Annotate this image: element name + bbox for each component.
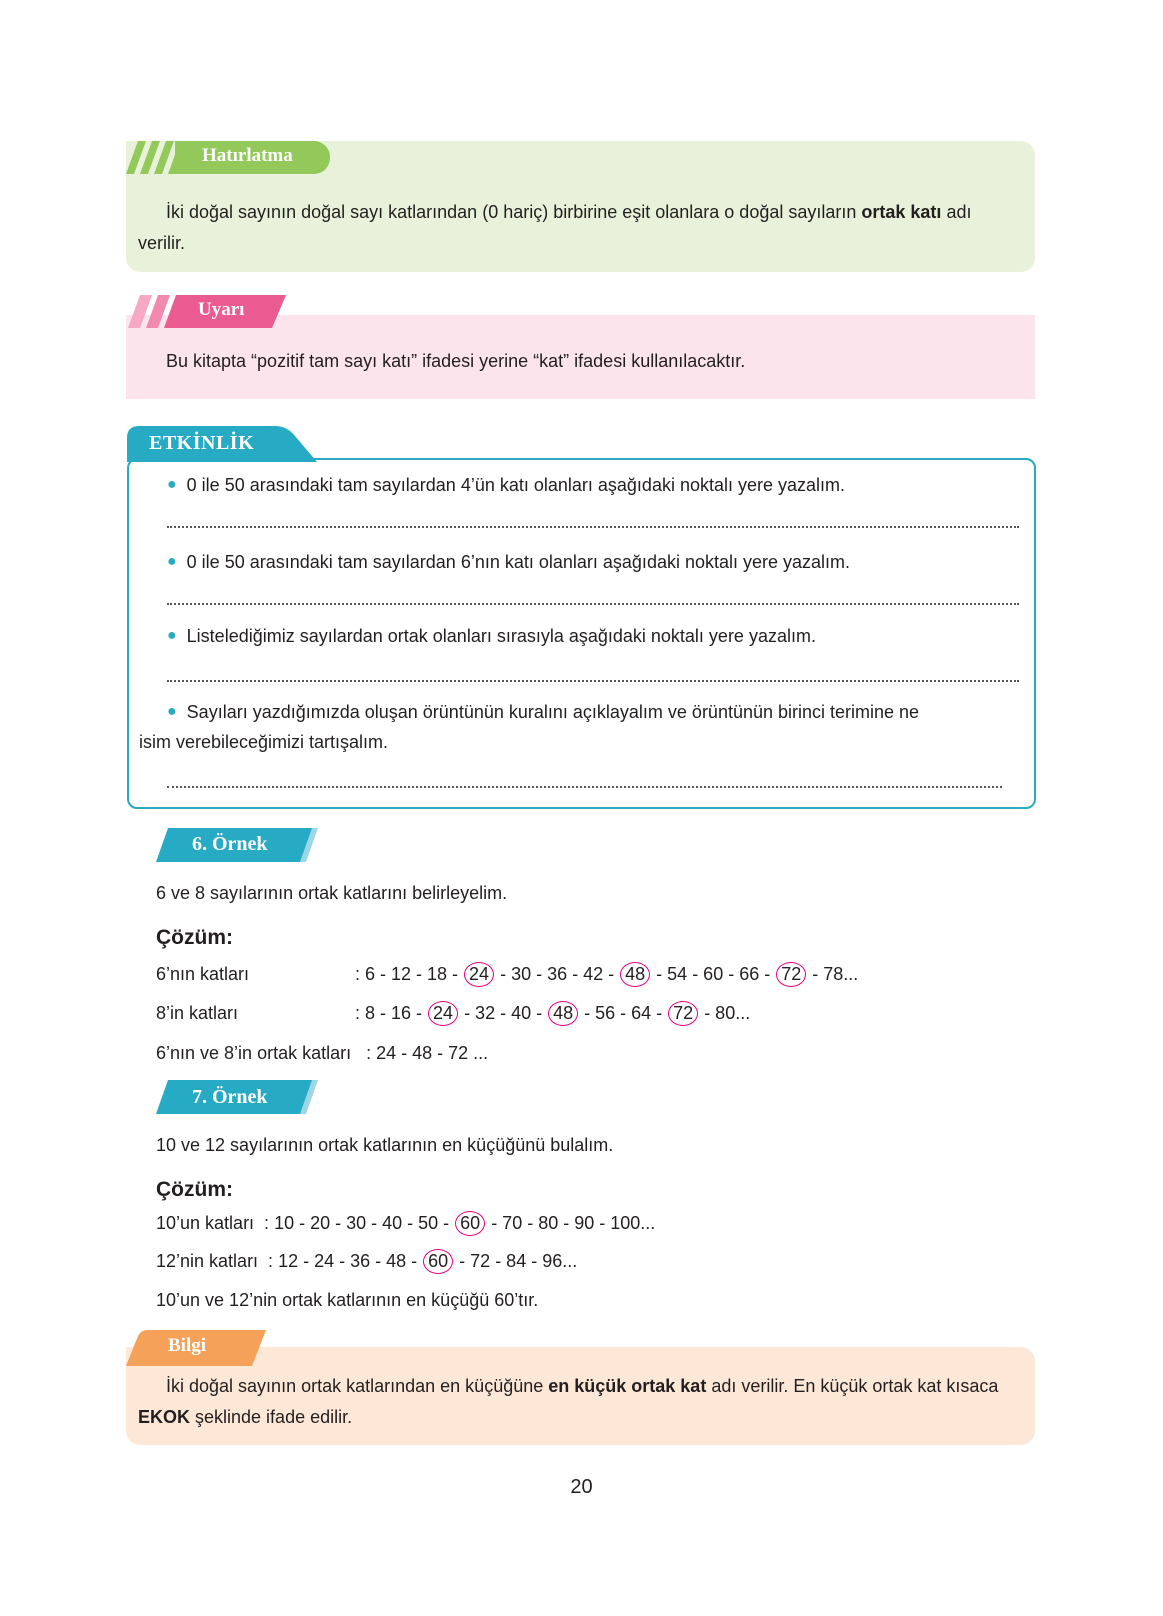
hatirlatma-text: İki doğal sayının doğal sayı katlarından (0 hariç) birbirine eşit olanlara o doğal sayıların ortak katı adı verilir. xyxy=(138,202,972,253)
ornek6-row3: 6’nın ve 8’in ortak katları : 24 - 48 - 72 ... xyxy=(156,1043,489,1063)
bullet-icon: ● xyxy=(167,703,177,720)
etkinlik-item-1: ● 0 ile 50 arasındaki tam sayılardan 4’ün katı olanları aşağıdaki noktalı yere yazalım. xyxy=(167,475,846,495)
etkinlik-item-3: ● Listelediğimiz sayılardan ortak olanları sırasıyla aşağıdaki noktalı yere yazalım. xyxy=(167,626,816,646)
ornek6-row1-label: 6’nın katları xyxy=(156,964,250,984)
circled-number: 24 xyxy=(428,1001,458,1026)
circled-number: 60 xyxy=(423,1249,453,1274)
answer-line-1[interactable] xyxy=(167,526,1019,528)
page-number: 20 xyxy=(570,1476,593,1498)
bilgi-title: Bilgi xyxy=(168,1335,207,1356)
hatirlatma-title: Hatırlatma xyxy=(202,145,293,166)
circled-number: 72 xyxy=(776,962,806,987)
ornek6-row2: : 8 - 16 - 24 - 32 - 40 - 48 - 56 - 64 - 72 - 80... xyxy=(355,1001,750,1026)
ornek7-cozum: Çözüm: xyxy=(156,1178,233,1201)
ornek6-question: 6 ve 8 sayılarının ortak katlarını belirleyelim. xyxy=(156,883,508,903)
bullet-icon: ● xyxy=(167,476,177,493)
ornek6-title: 6. Örnek xyxy=(192,833,268,855)
bilgi-text: İki doğal sayının ortak katlarından en küçüğüne en küçük ortak kat adı verilir. En küçük ortak kat kısaca EKOK şeklinde ifade edilir. xyxy=(138,1376,999,1427)
ornek7-title: 7. Örnek xyxy=(192,1086,268,1108)
circled-number: 72 xyxy=(668,1001,698,1026)
uyari-text: Bu kitapta “pozitif tam sayı katı” ifadesi yerine “kat” ifadesi kullanılacaktır. xyxy=(166,351,746,371)
ornek6-row1: : 6 - 12 - 18 - 24 - 30 - 36 - 42 - 48 - 54 - 60 - 66 - 72 - 78... xyxy=(355,962,858,987)
ornek7-row1: 10’un katları : 10 - 20 - 30 - 40 - 50 - 60 - 70 - 80 - 90 - 100... xyxy=(156,1211,655,1236)
etkinlik-item-4-cont: isim verebileceğimizi tartışalım. xyxy=(139,732,389,752)
answer-line-2[interactable] xyxy=(167,603,1019,605)
ornek6-row2-label: 8’in katları xyxy=(156,1003,239,1023)
circled-number: 48 xyxy=(620,962,650,987)
circled-number: 48 xyxy=(548,1001,578,1026)
bullet-icon: ● xyxy=(167,553,177,570)
circled-number: 24 xyxy=(464,962,494,987)
ornek7-row2: 12’nin katları : 12 - 24 - 36 - 48 - 60 - 72 - 84 - 96... xyxy=(156,1249,577,1274)
etkinlik-item-4: ● Sayıları yazdığımızda oluşan örüntünün kuralını açıklayalım ve örüntünün birinci terimine ne xyxy=(167,702,920,722)
ornek7-question: 10 ve 12 sayılarının ortak katlarının en küçüğünü bulalım. xyxy=(156,1135,614,1155)
uyari-title: Uyarı xyxy=(198,299,245,320)
bullet-icon: ● xyxy=(167,627,177,644)
answer-line-4[interactable] xyxy=(167,786,1002,788)
etkinlik-title: ETKİNLİK xyxy=(149,432,255,454)
answer-line-3[interactable] xyxy=(167,680,1019,682)
circled-number: 60 xyxy=(455,1211,485,1236)
ornek7-row3: 10’un ve 12’nin ortak katlarının en küçüğü 60’tır. xyxy=(156,1290,539,1310)
ornek6-cozum: Çözüm: xyxy=(156,926,233,949)
etkinlik-item-2: ● 0 ile 50 arasındaki tam sayılardan 6’nın katı olanları aşağıdaki noktalı yere yazalım. xyxy=(167,552,851,572)
